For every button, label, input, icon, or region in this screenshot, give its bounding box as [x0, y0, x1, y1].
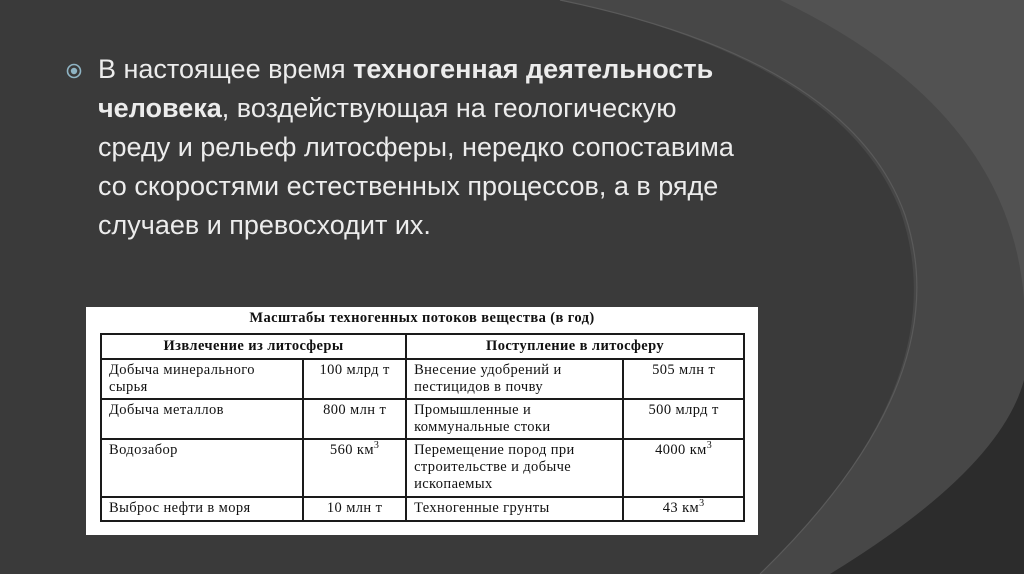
circle-bullet-icon — [66, 63, 82, 79]
bullet-paragraph — [66, 50, 756, 245]
cell-left-label: Добыча минерального сырья — [101, 359, 303, 399]
cell-left-label: Водозабор — [101, 439, 303, 497]
table-row — [101, 439, 744, 497]
table-row — [101, 359, 744, 399]
value-text: 43 км — [662, 500, 700, 516]
table-row — [101, 497, 744, 521]
header-extraction: Извлечение из литосферы — [101, 334, 406, 359]
cell-right-label: Промышленные и коммунальные стоки — [406, 399, 623, 439]
flows-table — [100, 333, 745, 522]
cell-left-label: Добыча металлов — [101, 399, 303, 439]
cell-right-value — [623, 439, 744, 497]
cell-left-value: 800 млн т — [303, 399, 406, 439]
unit-exponent: 3 — [373, 440, 380, 452]
cell-right-value — [623, 497, 744, 521]
unit-exponent: 3 — [699, 498, 705, 510]
header-input: Поступление в литосферу — [406, 334, 744, 359]
unit-exponent: 3 — [706, 440, 713, 452]
table-row — [101, 399, 744, 439]
cell-right-label: Внесение удобрений и пестицидов в почву — [406, 359, 623, 399]
cell-right-label: Перемещение пород при строительстве и добыче ископаемых — [406, 439, 623, 497]
value-text: 560 км — [329, 442, 374, 458]
bullet-text-bold: техногенная деятельность человека — [98, 54, 714, 123]
bullet-text-end: , воздействующая на геологическую среду и рельеф литосферы, нередко сопоставима со скоростями естественных процессов, а в ряде случаев и превосходит их. — [98, 93, 734, 240]
table-header-row — [101, 334, 744, 359]
table-caption: Масштабы техногенных потоков вещества (в год) — [249, 310, 595, 326]
cell-left-value: 10 млн т — [303, 497, 406, 521]
bullet-text-start: В настоящее время — [98, 54, 354, 84]
value-text: 4000 км — [655, 442, 707, 458]
cell-right-value: 500 млрд т — [623, 399, 744, 439]
cell-left-value: 100 млрд т — [303, 359, 406, 399]
bullet-text — [98, 50, 756, 245]
cell-right-label: Техногенные грунты — [406, 497, 623, 521]
table-image — [86, 307, 758, 535]
cell-left-label: Выброс нефти в моря — [101, 497, 303, 521]
cell-right-value: 505 млн т — [623, 359, 744, 399]
cell-left-value — [303, 439, 406, 497]
